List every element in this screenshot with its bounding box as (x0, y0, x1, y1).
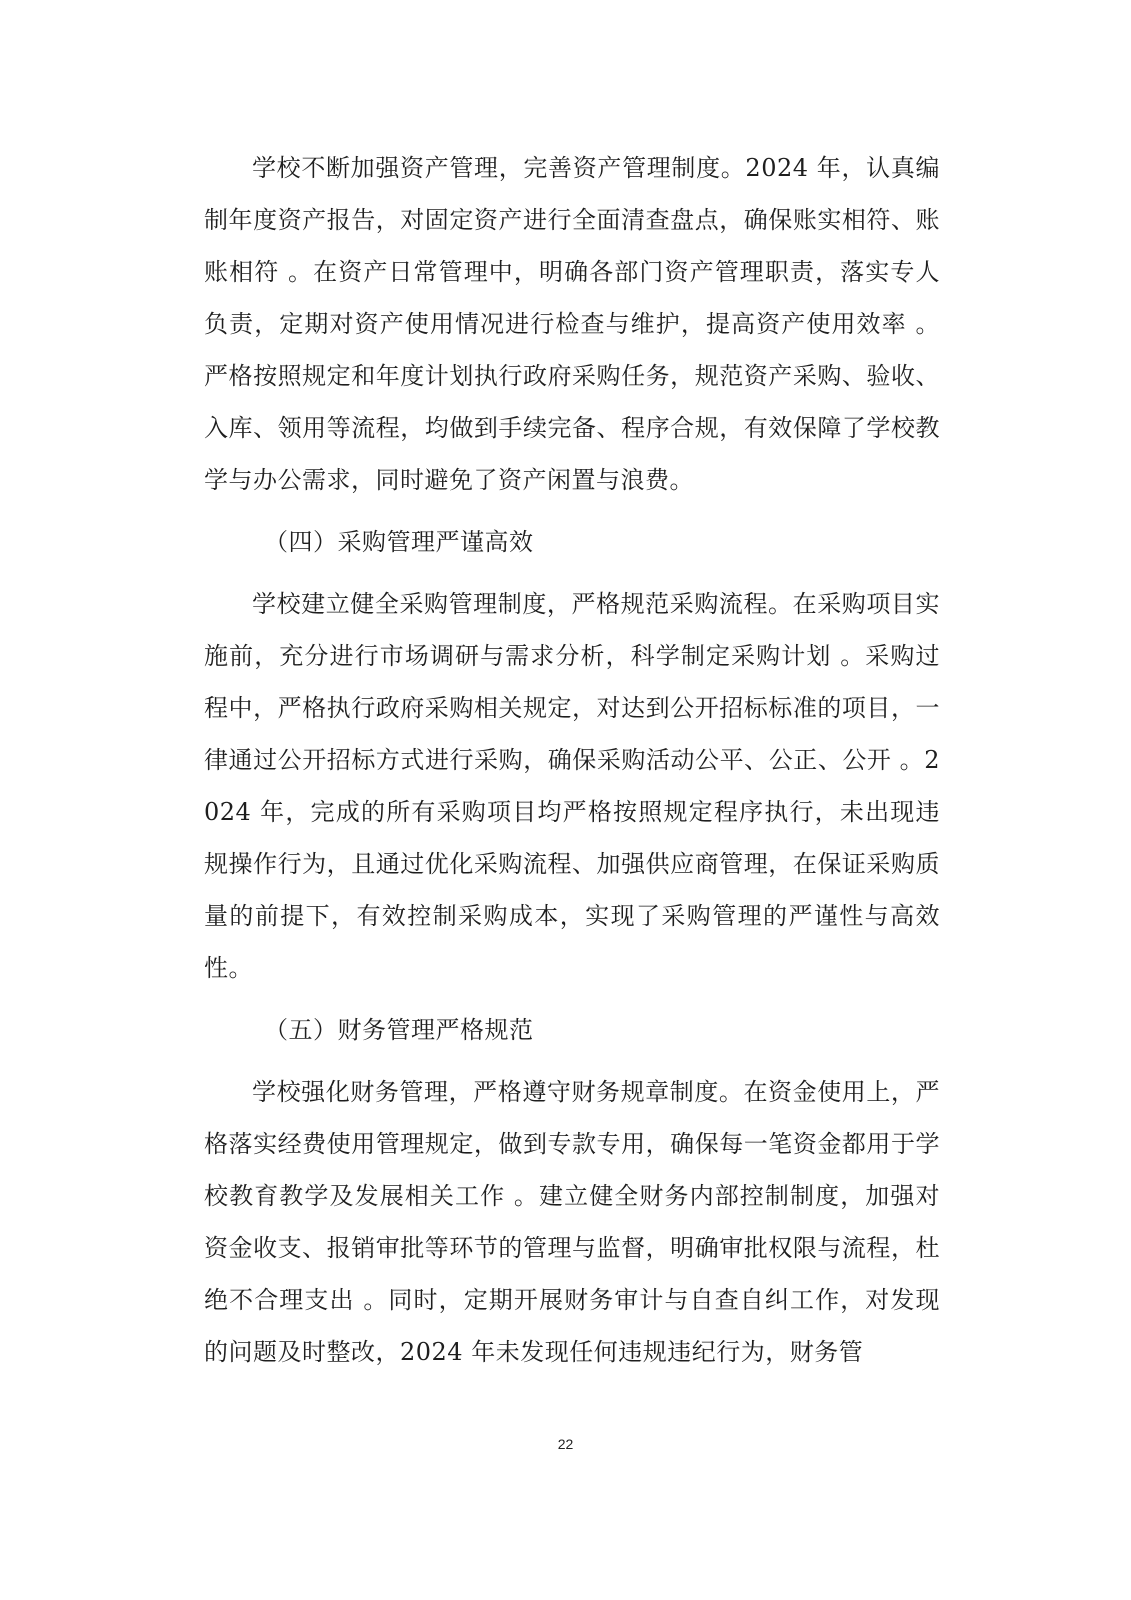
section-heading-finance: （五）财务管理严格规范 (264, 1016, 534, 1044)
paragraph-finance: 学校强化财务管理，严格遵守财务规章制度。在资金使用上，严格落实经费使用管理规定，做到专款专用，确保每一笔资金都用于学校教育教学及发展相关工作 。建立健全财务内部控制制度，加强对资金收支、报销审批等环节的管理与监督，明确审批权限与流程，杜绝不合理支出 。同时，定期开展财务审计与自查自纠工作，对发现的问题及时整改，2024 年未发现任何违规违纪行为，财务管 (204, 1078, 940, 1366)
paragraph-asset-management: 学校不断加强资产管理，完善资产管理制度。2024 年，认真编制年度资产报告，对固定资产进行全面清查盘点，确保账实相符、账账相符 。在资产日常管理中，明确各部门资产管理职责，落实专人负责，定期对资产使用情况进行检查与维护，提高资产使用效率 。严格按照规定和年度计划执行政府采购任务，规范资产采购、验收、入库、领用等流程，均做到手续完备、程序合规，有效保障了学校教学与办公需求，同时避免了资产闲置与浪费。 (204, 154, 940, 494)
paragraph-procurement: 学校建立健全采购管理制度，严格规范采购流程。在采购项目实施前，充分进行市场调研与需求分析，科学制定采购计划 。采购过程中，严格执行政府采购相关规定，对达到公开招标标准的项目，一律通过公开招标方式进行采购，确保采购活动公平、公正、公开 。2024 年，完成的所有采购项目均严格按照规定程序执行，未出现违规操作行为，且通过优化采购流程、加强供应商管理，在保证采购质量的前提下，有效控制采购成本，实现了采购管理的严谨性与高效性。 (204, 590, 940, 982)
page-number: 22 (557, 1436, 574, 1452)
document-body (204, 142, 940, 1378)
section-heading-procurement: （四）采购管理严谨高效 (264, 528, 534, 556)
